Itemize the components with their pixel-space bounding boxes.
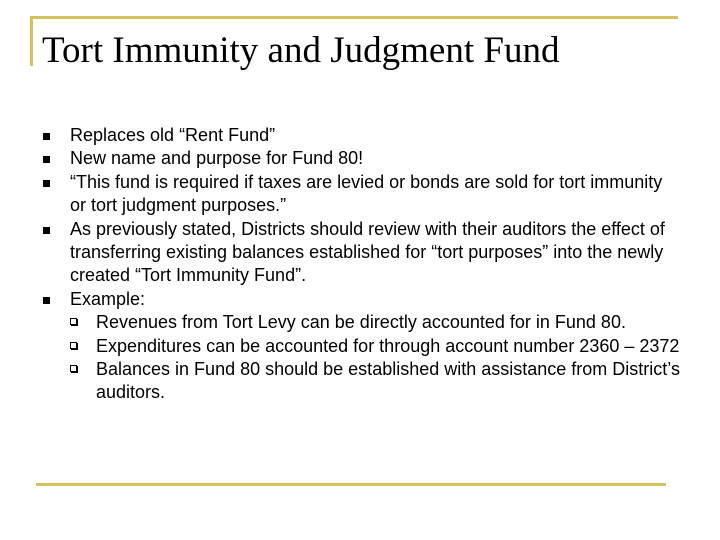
list-item (42, 171, 682, 218)
list-item-text: As previously stated, Districts should review with their auditors the effect of transferring existing balances established for “tort purposes” into the newly created “Tort Immunity Fund”. (70, 218, 665, 286)
list-item (42, 147, 682, 170)
filled-square-bullet-icon (43, 297, 50, 304)
bullet-list (42, 124, 682, 405)
sub-bullet-list (70, 311, 682, 405)
filled-square-bullet-icon (43, 156, 50, 163)
hollow-square-bullet-icon (70, 318, 77, 325)
list-item-text: Replaces old “Rent Fund” (70, 125, 276, 145)
filled-square-bullet-icon (43, 227, 50, 234)
hollow-square-bullet-icon (70, 365, 77, 372)
filled-square-bullet-icon (43, 180, 50, 187)
filled-square-bullet-icon (43, 133, 50, 140)
page-title: Tort Immunity and Judgment Fund (42, 30, 560, 71)
list-item (42, 124, 682, 147)
sub-list-item (70, 335, 682, 358)
slide-content (42, 124, 682, 405)
sub-list-item-text: Revenues from Tort Levy can be directly accounted for in Fund 80. (96, 312, 626, 333)
list-item (42, 288, 682, 405)
sub-list-item (70, 358, 682, 405)
sub-list-item-text: Balances in Fund 80 should be established with assistance from District’s auditors. (96, 359, 680, 403)
hollow-square-bullet-icon (70, 342, 77, 349)
frame-left-border (30, 16, 33, 66)
sub-list-item-text: Expenditures can be accounted for through account number 2360 – 2372 (96, 335, 680, 356)
frame-top-border (30, 16, 678, 19)
bottom-divider (36, 483, 666, 486)
list-item (42, 218, 682, 288)
sub-list-item (70, 311, 682, 334)
list-item-text: Example: (70, 288, 146, 309)
list-item-text: New name and purpose for Fund 80! (70, 148, 364, 169)
list-item-text: “This fund is required if taxes are levied or bonds are sold for tort immunity or tort judgment purposes.” (70, 171, 663, 216)
